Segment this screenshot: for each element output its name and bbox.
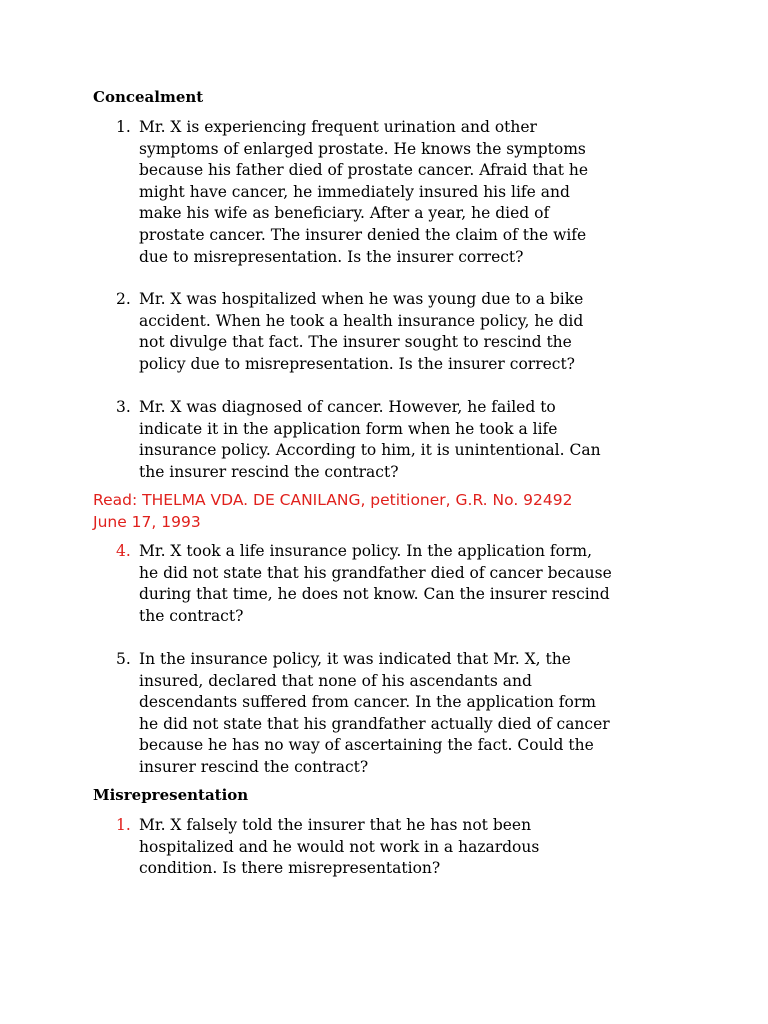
concealment-heading: Concealment <box>93 88 204 106</box>
concealment-item-5 <box>116 649 676 779</box>
item-text: Mr. X took a life insurance policy. In the application form, he did not state that his grandfather died of cancer because during that time, he does not know. Can the insurer rescind the contract? <box>139 542 612 625</box>
concealment-item-1 <box>116 117 676 268</box>
item-number: 3. <box>116 398 131 416</box>
item-number: 1. <box>116 118 131 136</box>
item-text: Mr. X was hospitalized when he was young due to a bike accident. When he took a health insurance policy, he did not divulge that fact. The insurer sought to rescind the policy due to misrepresentation. Is the insurer correct? <box>139 290 584 373</box>
misrepresentation-heading: Misrepresentation <box>93 786 249 804</box>
item-text: Mr. X is experiencing frequent urination and other symptoms of enlarged prostate. He knows the symptoms because his father died of prostate cancer. Afraid that he might have cancer, he immediately insured his life and make his wife as beneficiary. After a year, he died of prostate cancer. The insurer denied the claim of the wife due to misrepresentation. Is the insurer correct? <box>139 118 589 266</box>
misrepresentation-item-1 <box>116 815 676 880</box>
item-number: 5. <box>116 650 131 668</box>
item-number: 4. <box>116 542 131 560</box>
concealment-item-4 <box>116 541 676 627</box>
item-number: 2. <box>116 290 131 308</box>
read-case-reference: Read: THELMA VDA. DE CANILANG, petitioner, G.R. No. 92492 June 17, 1993 <box>93 491 573 531</box>
concealment-item-3 <box>116 397 676 483</box>
item-text: Mr. X falsely told the insurer that he has not been hospitalized and he would not work in a hazardous condition. Is there misrepresentation? <box>139 816 540 878</box>
item-text: In the insurance policy, it was indicated that Mr. X, the insured, declared that none of his ascendants and descendants suffered from cancer. In the application form he did not state that his grandfather actually died of cancer because he has no way of ascertaining the fact. Could the insurer rescind the contract? <box>139 650 610 776</box>
item-text: Mr. X was diagnosed of cancer. However, he failed to indicate it in the application form when he took a life insurance policy. According to him, it is unintentional. Can the insurer rescind the contract? <box>139 398 601 481</box>
item-number: 1. <box>116 816 131 834</box>
concealment-item-2 <box>116 289 676 375</box>
